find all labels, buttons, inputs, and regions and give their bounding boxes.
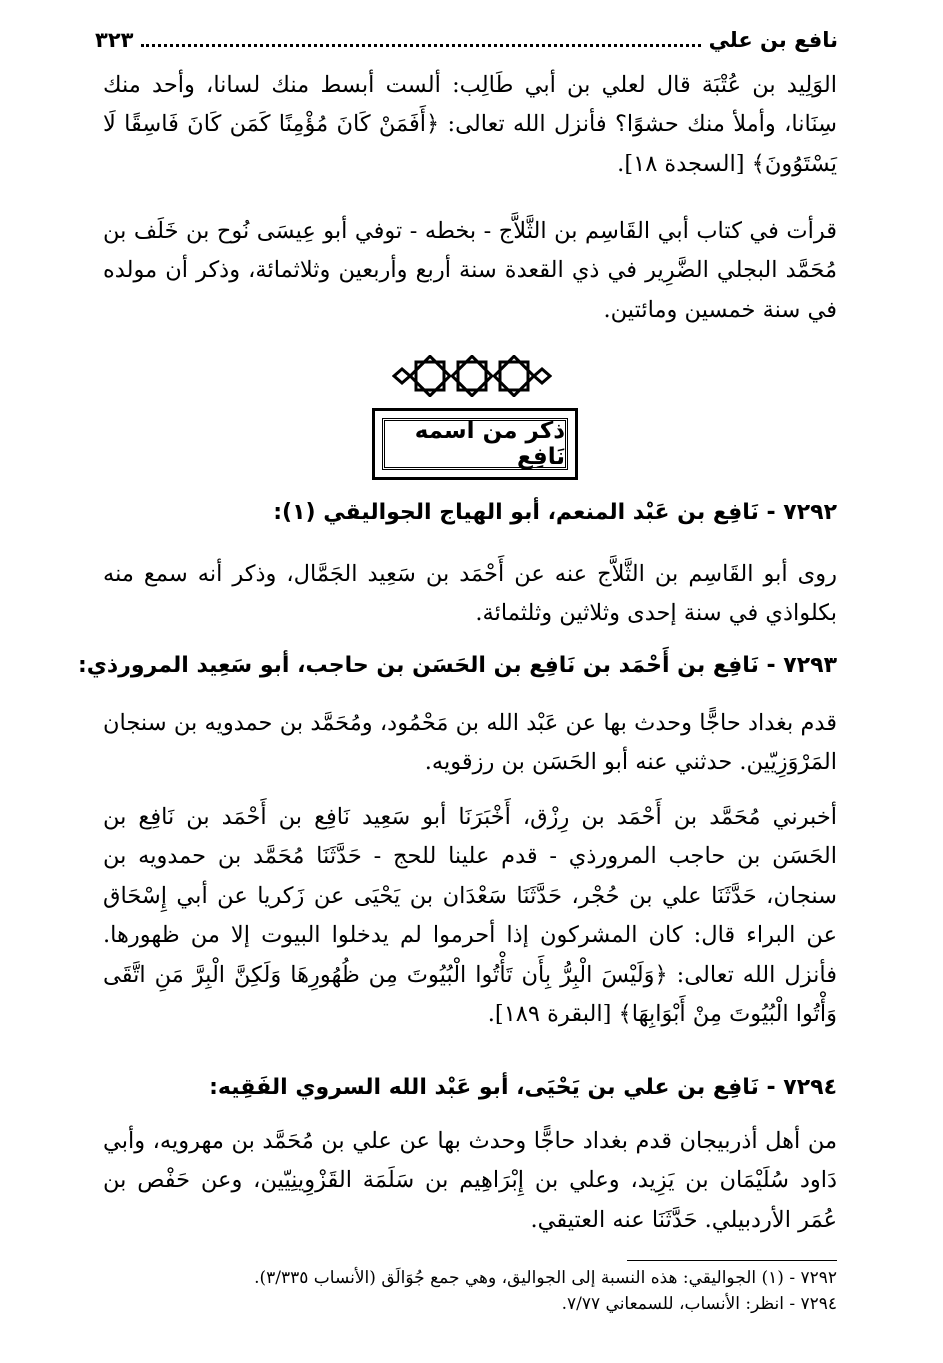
entry-body bbox=[103, 704, 837, 783]
footnote: ٧٢٩٤ - انظر: الأنساب، للسمعاني ٧/٧٧. bbox=[561, 1294, 837, 1315]
section-title: ذكر من اسمه نَافِع bbox=[414, 418, 565, 470]
footnotes bbox=[110, 1265, 837, 1318]
section-title-frame bbox=[382, 418, 568, 470]
paragraph-death-note bbox=[103, 212, 837, 330]
paragraph-text: قدم بغداد حاجًّا وحدث بها عن عَبْد الله بن مَحْمُود، ومُحَمَّد بن حمدويه بن سنجان المَرْوَزِيّين. حدثني عنه أبو الحَسَن بن رزقويه. bbox=[103, 710, 837, 776]
running-title: نافع بن علي bbox=[708, 28, 838, 52]
header-dot-leader bbox=[141, 28, 700, 47]
footnote: ٧٢٩٢ - (١) الجواليقي: هذه النسبة إلى الجواليق، وهي جمع جُوَالَق (الأنساب ٣/٣٣٥). bbox=[254, 1268, 837, 1288]
paragraph-text: أخبرني مُحَمَّد بن أَحْمَد بن رِزْق، أَخْبَرَنَا أبو سَعِيد نَافِع بن أَحْمَد بن نَافِع بن الحَسَن بن حاجب المرورذي - قدم علينا للحج - حَدَّثَنَا مُحَمَّد بن حمدويه بن سنجان، حَدَّثَنَا علي بن حُجْر، حَدَّثَنَا سَعْدَان بن يَحْيَى عن زَكريا عن أبي إِسْحَاق عن البراء قال: كان المشركون إذا أحرموا لم يدخلوا البيوت إلا من ظهورها. فأنزل الله تعالى: ﴿وَلَيْسَ الْبِرُّ بِأَن تَأْتُوا الْبُيُوتَ مِن ظُهُورِهَا وَلَكِنَّ الْبِرَّ مَنِ اتَّقَى وَأْتُوا الْبُيُوتَ مِنْ أَبْوَابِهَا﴾ [البقرة ١٨٩]. bbox=[103, 804, 837, 1027]
entry-body bbox=[103, 1122, 837, 1240]
paragraph-text: من أهل أذربيجان قدم بغداد حاجًّا وحدث بها عن علي بن مُحَمَّد بن مهرويه، وأبي دَاود سُلَيْمَان بن يَزِيد، وعلي بن إِبْرَاهِيم بن سَلَمَة القَزْوِينِيّين، وعن حَفْص بن عُمَر الأردبيلي. حَدَّثَنَا عنه العتيقي. bbox=[103, 1128, 837, 1233]
entry-heading: ٧٢٩٢ - نَافِع بن عَبْد المنعم، أبو الهياج الجواليقي (١): bbox=[273, 500, 837, 525]
footnote-separator bbox=[627, 1260, 837, 1261]
decorative-ornament bbox=[0, 355, 943, 397]
paragraph-continuation bbox=[103, 66, 837, 184]
page-number: ٣٢٣ bbox=[95, 28, 134, 52]
paragraph-text: قرأت في كتاب أبي القَاسِم بن الثَّلاَّج - بخطه - توفي أبو عِيسَى نُوح بن خَلَف بن مُحَمَّد البجلي الضَّرِير في ذي القعدة سنة أربع وأربعين وثلاثمائة، وذكر أن مولده في سنة خمسين ومائتين. bbox=[103, 218, 837, 323]
entry-heading: ٧٢٩٣ - نَافِع بن أَحْمَد بن نَافِع بن الحَسَن بن حاجب، أبو سَعِيد المرورذي: bbox=[77, 653, 837, 678]
running-header bbox=[95, 28, 838, 58]
entry-heading: ٧٢٩٤ - نَافِع بن علي بن يَحْيَى، أبو عَبْد الله السروي الفَقِيه: bbox=[209, 1075, 837, 1100]
section-title-box bbox=[372, 408, 578, 480]
paragraph-text: الوَلِيد بن عُتْبَة قال لعلي بن أبي طَالِب: ألست أبسط منك لسانا، وأحد منك سِنَانا، وأملأ منك حشوًا؟ فأنزل الله تعالى: ﴿أَفَمَنْ كَانَ مُؤْمِنًا كَمَن كَانَ فَاسِقًا لَا يَسْتَوُونَ﴾ [السجدة ١٨]. bbox=[103, 72, 837, 177]
entry-body-hadith bbox=[103, 798, 837, 1034]
paragraph-text: روى أبو القَاسِم بن الثَّلاَّج عنه عن أَحْمَد بن سَعِيد الجَمَّال، وذكر أنه سمع منه بكلواذي في سنة إحدى وثلاثين وثلثمائة. bbox=[103, 561, 837, 627]
ornament-icon bbox=[392, 355, 552, 397]
entry-body bbox=[103, 555, 837, 634]
